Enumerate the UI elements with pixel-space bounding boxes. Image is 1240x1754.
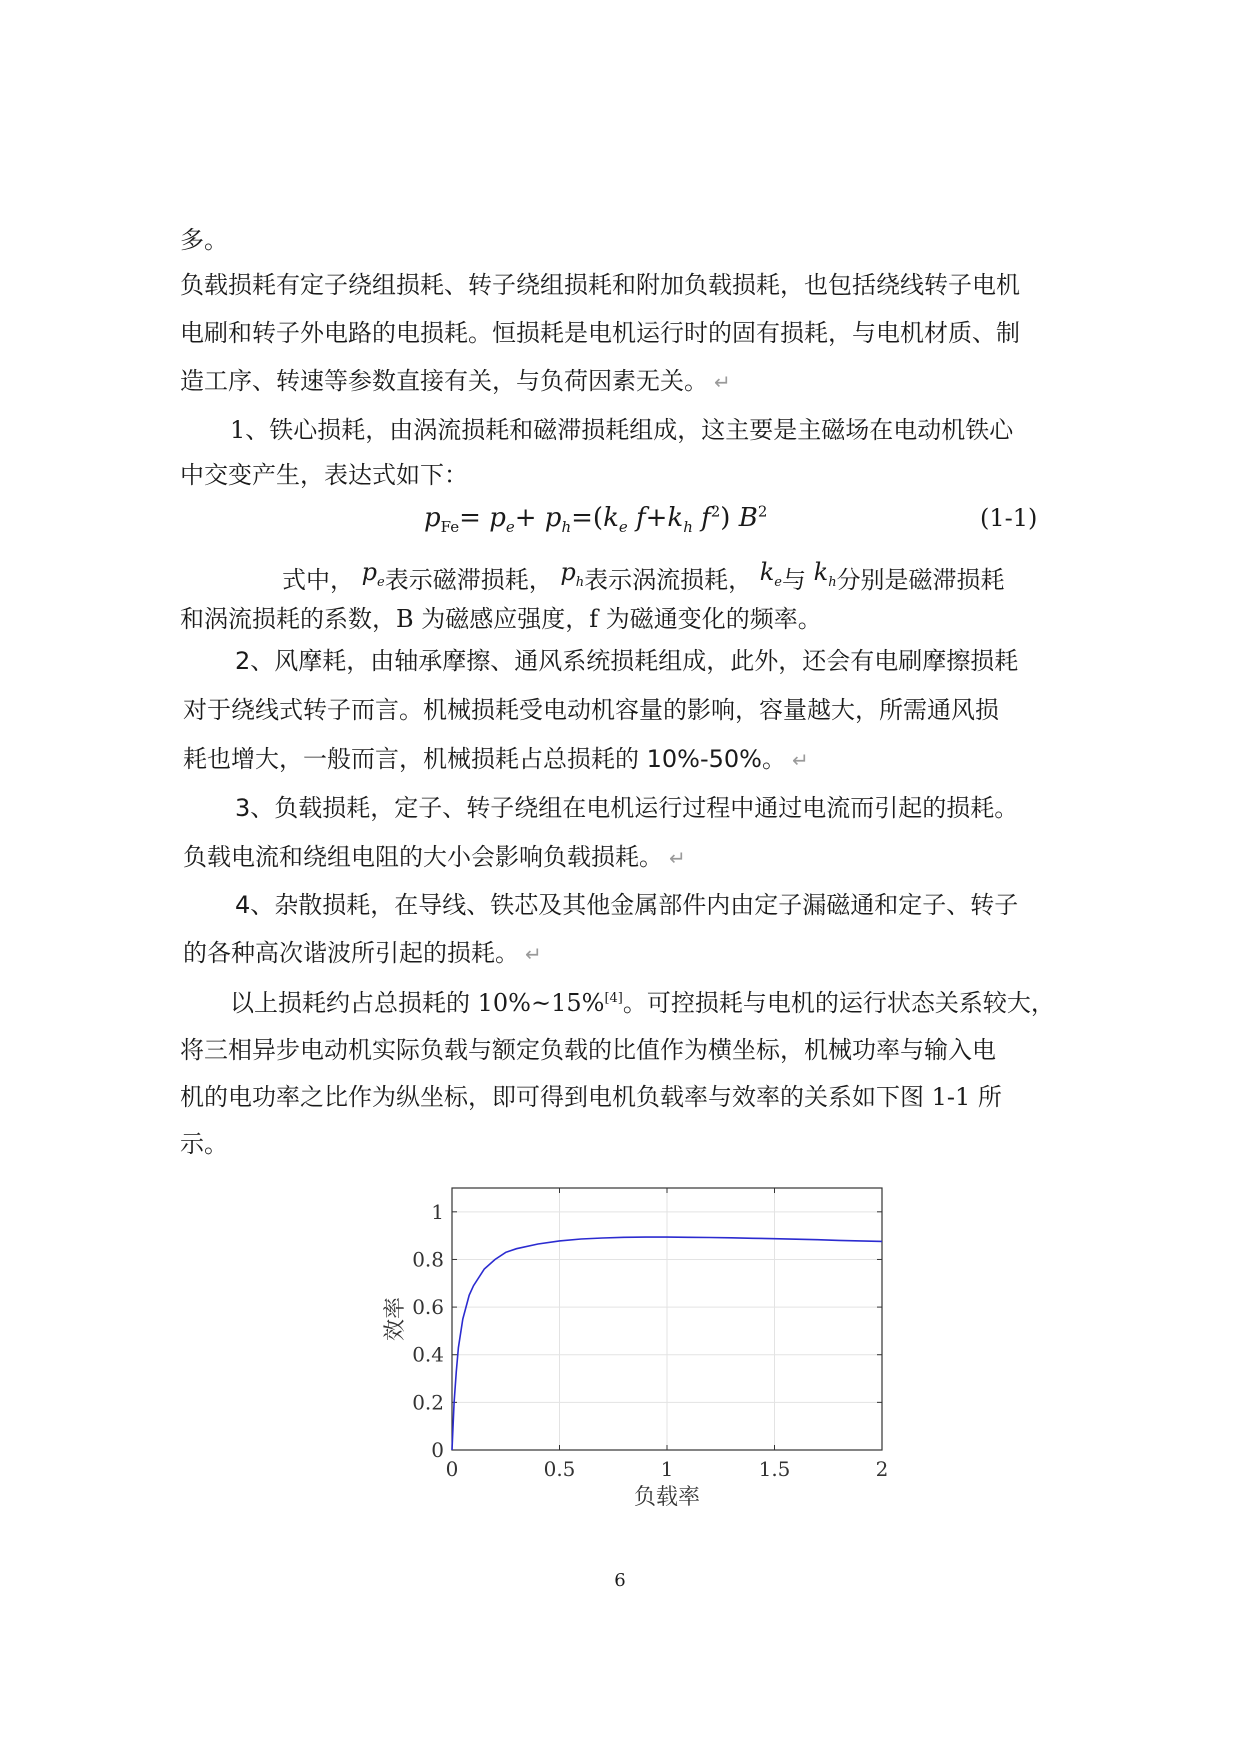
equation-1-1 [0, 500, 1240, 540]
y-tick-label: 0.4 [412, 1342, 444, 1367]
line-p3-1 [282, 558, 1005, 606]
figure-1-1 [0, 1170, 1240, 1550]
paragraph-mark: ↵ [714, 370, 731, 394]
line-p7-4: 示。 [180, 1130, 228, 1158]
y-tick-label: 0.6 [412, 1295, 444, 1320]
line-p2-1: 1、铁心损耗，由涡流损耗和磁滞损耗组成，这主要是主磁场在电动机铁心 [230, 416, 1014, 444]
line-p2-2: 中交变产生，表达式如下： [180, 461, 468, 489]
line-p6-2 [183, 938, 542, 969]
page-number: 6 [614, 1570, 626, 1591]
line-p7-3: 机的电功率之比作为纵坐标，即可得到电机负载率与效率的关系如下图 1-1 所 [180, 1083, 1002, 1111]
p3-mid3: 与 [782, 566, 806, 594]
y-tick-label: 1 [431, 1199, 444, 1224]
p3-mid1: 表示磁滞损耗， [384, 566, 553, 594]
x-tick-label: 1.5 [758, 1457, 791, 1481]
symbol-ke: $k_e$ [759, 558, 782, 590]
line-p7-1b: 。可控损耗与电机的运行状态关系较大， [622, 989, 1055, 1017]
equation-body: $p_{Fe}= p_e+ p_h=(k_e$ $f+k_h$ $f^2$) $B^2$ [424, 502, 768, 537]
x-tick-label: 0 [445, 1457, 459, 1481]
line-p1-2: 电刷和转子外电路的电损耗。恒损耗是电机运行时的固有损耗，与电机材质、制 [180, 319, 1020, 347]
paragraph-mark: ↵ [525, 942, 542, 966]
line-p7-1a: 以上损耗约占总损耗的 10%~15% [230, 989, 605, 1017]
equation-number: (1-1) [980, 504, 1038, 532]
line-p4-3 [183, 744, 809, 775]
symbol-kh: $k_h$ [813, 558, 837, 590]
paragraph-mark: ↵ [791, 748, 809, 772]
line-p1-3 [180, 366, 731, 397]
x-tick-label: 1 [660, 1457, 674, 1481]
line-p6-1: 4、杂散损耗，在导线、铁芯及其他金属部件内由定子漏磁通和定子、转子 [235, 891, 1019, 919]
p3-prefix: 式中， [282, 566, 354, 594]
line-p5-2-text: 负载电流和绕组电阻的大小会影响负载损耗。 [183, 843, 663, 871]
line-p3-2: 和涡流损耗的系数，B 为磁感应强度，f 为磁通变化的频率。 [180, 605, 822, 633]
efficiency-chart [0, 1170, 1240, 1550]
symbol-ph: $p_h$ [560, 558, 585, 590]
line-p4-2: 对于绕线式转子而言。机械损耗受电动机容量的影响，容量越大，所需通风损 [183, 696, 999, 724]
line-p5-2 [183, 842, 686, 873]
citation-ref: [4] [604, 991, 623, 1006]
x-tick-label: 2 [875, 1457, 889, 1481]
line-p0-1: 多。 [180, 226, 228, 254]
line-p7-2: 将三相异步电动机实际负载与额定负载的比值作为横坐标，机械功率与输入电 [180, 1036, 996, 1064]
line-p6-2-text: 的各种高次谐波所引起的损耗。 [183, 939, 519, 967]
y-axis-label: 效率 [383, 1296, 408, 1342]
line-p7-1 [230, 988, 1055, 1018]
paragraph-mark: ↵ [669, 846, 686, 870]
line-p5-1: 3、负载损耗，定子、转子绕组在电机运行过程中通过电流而引起的损耗。 [235, 794, 1019, 822]
p3-suffix: 分别是磁滞损耗 [836, 566, 1005, 594]
line-p4-3-text: 耗也增大，一般而言，机械损耗占总损耗的 10%-50%。 [183, 745, 786, 773]
symbol-pe: $p_e$ [361, 558, 385, 590]
chart-grid [452, 1188, 882, 1450]
y-tick-label: 0.2 [412, 1390, 444, 1415]
x-tick-label: 0.5 [543, 1457, 576, 1481]
line-p4-1: 2、风摩耗，由轴承摩擦、通风系统损耗组成，此外，还会有电刷摩擦损耗 [235, 647, 1019, 675]
y-tick-label: 0.8 [412, 1247, 444, 1272]
p3-mid2: 表示涡流损耗， [584, 566, 753, 594]
line-p1-1: 负载损耗有定子绕组损耗、转子绕组损耗和附加负载损耗，也包括绕线转子电机 [180, 271, 1020, 299]
x-axis-label: 负载率 [633, 1485, 701, 1510]
line-p1-3-text: 造工序、转速等参数直接有关，与负荷因素无关。 [180, 367, 708, 395]
y-tick-label: 0 [431, 1438, 444, 1462]
